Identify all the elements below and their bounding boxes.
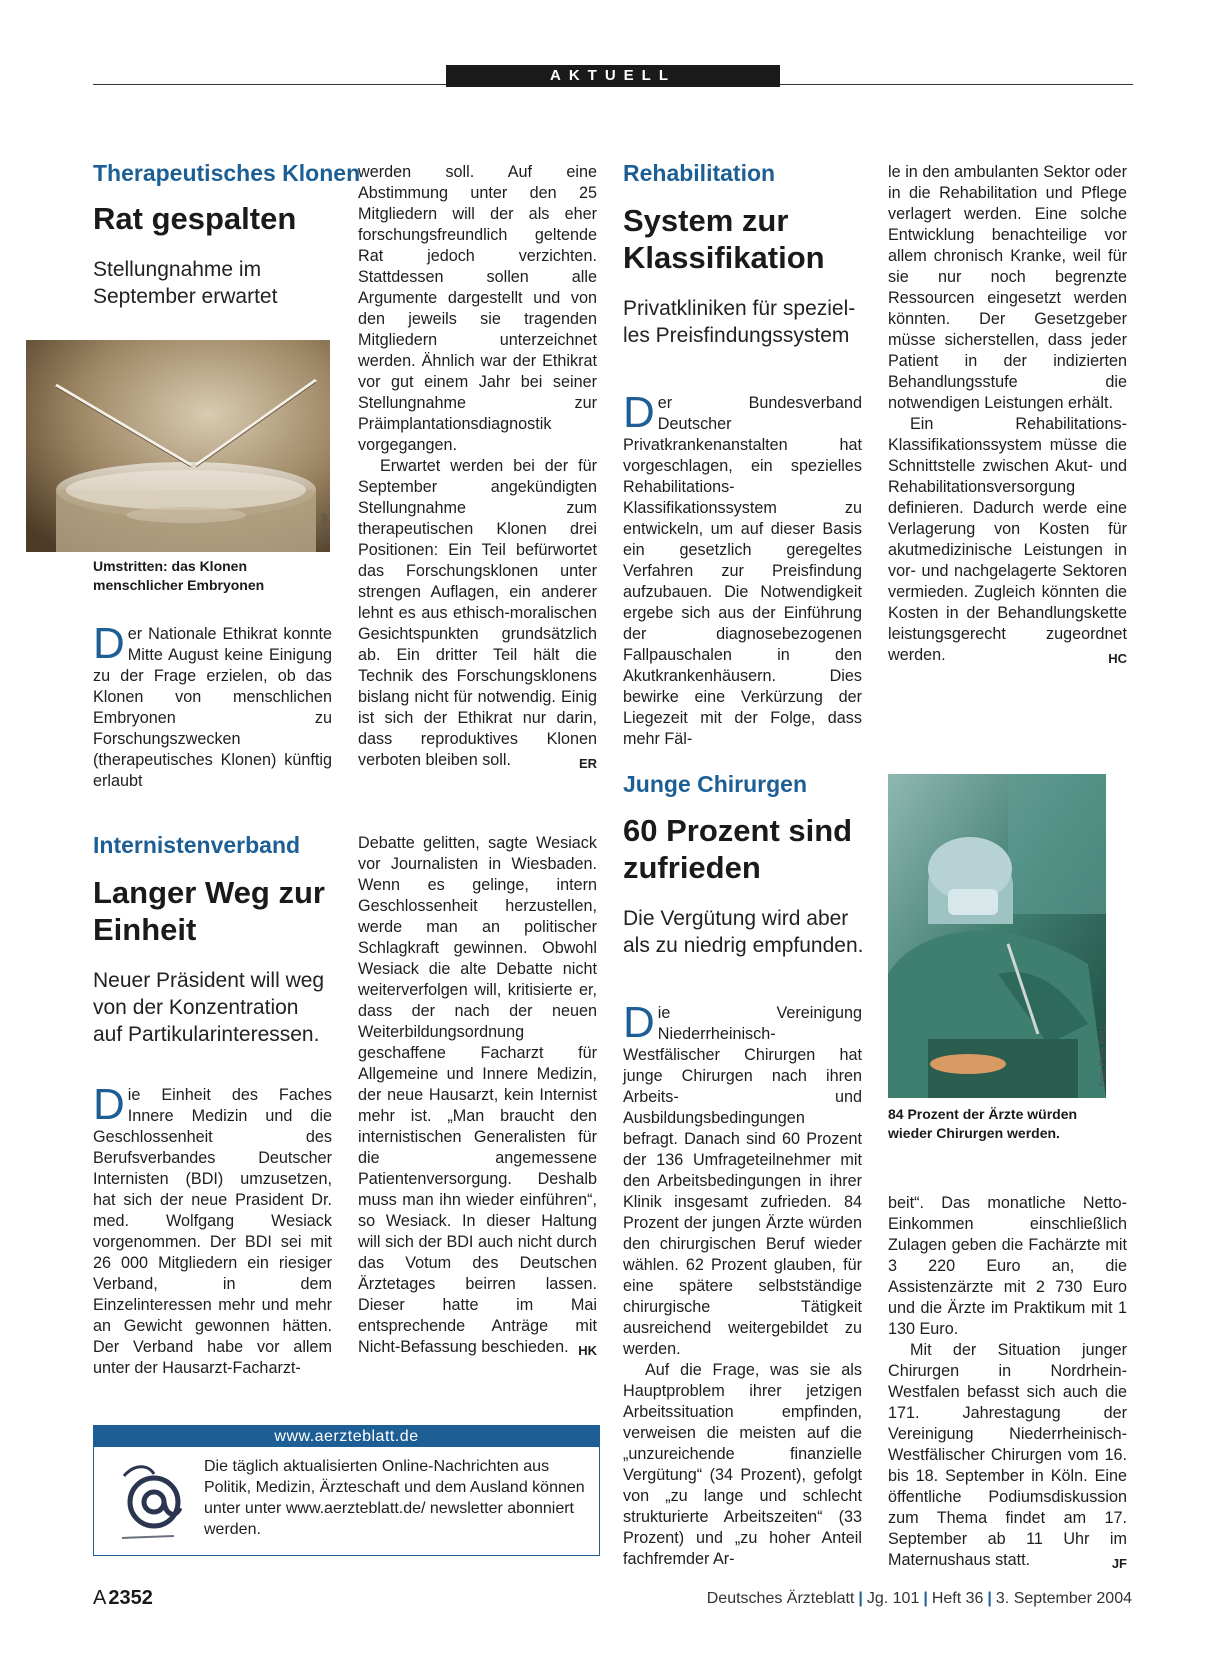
cloning-photo	[26, 340, 330, 552]
article2-dropcap: D	[93, 1080, 125, 1129]
article3-signature: HC	[1108, 651, 1127, 666]
article4-signature: JF	[1111, 1556, 1127, 1571]
surgeon-photo	[888, 774, 1106, 1098]
article1-title: Rat gespalten	[93, 201, 297, 236]
aerzteblatt-infobox	[93, 1425, 600, 1556]
section-header: AKTUELL	[446, 65, 780, 87]
article3-body-col1: Der Bundesverband Deutscher Privatkrankenanstalten hat vorgeschlagen, ein spezielles Rehabilitations-Klassifikationssystem zu entwickeln, um auf dieser Basis ein gesetzlich geregeltes Verfahren zur Preisfindung aufzubauen. Die Notwendigkeit ergebe sich aus der Einführung der diagnosebezogenen Fallpauschalen in den Akutkrankenhäusern. Dies bewirke eine Verkürzung der Liegezeit mit der Folge, dass mehr Fäl-	[623, 388, 862, 748]
article1-body-col1: Der Nationale Ethikrat konnte Mitte August keine Einigung zu der Frage erzielen, ob das Klonen von menschlichen Embryonen zu Forschungszwecken (therapeutisches Klonen) künftig erlaubt	[93, 619, 332, 790]
article3-dropcap: D	[623, 388, 655, 437]
article4-photo-credit: Foto: Peter Wirtz	[1098, 1025, 1107, 1086]
at-sign-logo	[114, 1456, 194, 1544]
article4-dropcap: D	[623, 998, 655, 1047]
article4-title: 60 Prozent sind zufrieden	[623, 813, 853, 885]
article3-kicker: Rehabilitation	[623, 160, 776, 186]
article1-caption: Umstritten: das Klonen menschlicher Embryonen	[93, 558, 265, 593]
article4-kicker: Junge Chirurgen	[623, 771, 808, 797]
article4-body-col1: Die Vereinigung Niederrheinisch-Westfälischer Chirurgen hat junge Chirurgen nach ihren Arbeits- und Ausbildungsbedingungen befragt. Danach sind 60 Prozent der 136 Umfrageteilnehmer mit den Arbeitsbedingungen in ihrer Klinik insgesamt zufrieden. 84 Prozent der jungen Ärzte würden den chirurgischen Beruf wieder wählen. 62 Prozent glauben, für eine spätere selbstständige chirurgische Tätigkeit ausreichend weitergebildet zu werden. Auf die Frage, was sie als Hauptproblem ihrer jetzigen Arbeitssituation empfinden, verweisen die meisten auf die „unzureichende finanzielle Vergütung“ (34 Prozent), gefolgt von „zu lange und schlecht strukturierte Arbeitszeiten“ (33 Prozent) und „zu hoher Anteil fachfremder Ar-	[623, 998, 862, 1568]
article2-body-col1: Die Einheit des Faches Innere Medizin und die Geschlossenheit des Berufsverbandes Deutscher Internisten (BDI) umzusetzen, hat sich der neue Prasident Dr. med. Wolfgang Wesiack vorgenommen. Der BDI sei mit 26 000 Mitgliedern ein riesiger Verband, in dem Einzelinteressen mehr und mehr an Gewicht gewonnen hätten. Der Verband habe vor allem unter der Hausarzt-Facharzt-	[93, 1080, 332, 1377]
article1-subtitle: Stellungnahme im September erwartet	[93, 258, 278, 308]
article3-body-col2: le in den ambulanten Sektor oder in die Rehabilitation und Pflege verlagert werden. Eine solche Entwicklung benachteilige vor allem chronisch Kranke, weil für sie nur noch begrenzte Ressourcen eingesetzt werden könnten. Der Gesetzgeber müsse sicherstellen, dass jeder Patient in der indizierten Behandlungsstufe die notwendigen Leistungen erhält. Ein Rehabilitations-Klassifikationssystem müsse die Schnittstelle zwischen Akut- und Rehabilitationsversorgung definieren. Dadurch werde eine Verlagerung von Kosten für akutmedizinische Leistungen in vor- und nachgelagerte Sektoren vermieden. Zugleich könnten die Kosten in der Behandlungskette leistungsgerecht zugeordnet werden. HC	[888, 162, 1127, 669]
article1-dropcap: D	[93, 619, 125, 668]
infobox-link[interactable]: www.aerzteblatt.de	[94, 1426, 599, 1447]
article2-subtitle: Neuer Präsident will weg von der Konzentration auf Partikularinteressen.	[93, 969, 325, 1046]
page-number: A 2352	[93, 1587, 153, 1609]
article1-photo-credit: Foto: laif	[320, 513, 329, 544]
article1-body-col2: werden soll. Auf eine Abstimmung unter den 25 Mitgliedern will der als eher forschungsfreundlich geltende Rat jedoch verzichten. Stattdessen sollen alle Argumente dargestellt und von den jeweils sie tragenden Mitgliedern unterzeichnet werden. Ähnlich war der Ethikrat vor gut einem Jahr bei seiner Stellungnahme zur Präimplantationsdiagnostik vorgegangen. Erwartet werden bei der für September angekündigten Stellungnahme zum therapeutischen Klonen drei Positionen: Ein Teil befürwortet das Forschungsklonen unter strengen Auflagen, ein anderer lehnt es aus ethisch-moralischen Gesichtspunkten grundsätzlich ab. Ein dritter Teil hält die Technik des Forschungsklonens bislang nicht für notwendig. Einig ist sich der Ethikrat nur darin, dass reproduktives Klonen verboten bleiben soll. ER	[358, 162, 597, 774]
article1-kicker: Therapeutisches Klonen	[93, 160, 361, 186]
article4-caption: 84 Prozent der Ärzte würden wieder Chirurgen werden.	[888, 1106, 1078, 1141]
article3-title: System zur Klassifikation	[623, 203, 825, 275]
article2-signature: HK	[578, 1343, 597, 1358]
article2-body-col2: Debatte gelitten, sagte Wesiack vor Journalisten in Wiesbaden. Wenn es gelinge, intern Geschlossenheit herzustellen, werde man an politischer Schlagkraft gewinnen. Obwohl Wesiack die alte Debatte nicht weiterverfolgen will, kritisierte er, dass der nach der neuen Weiterbildungsordnung geschaffene Facharzt für Allgemeine und Innere Medizin, der neue Hausarzt, kein Internist mehr ist. „Man braucht den internistischen Generalisten für die angemessene Patientenversorgung. Deshalb muss man ihn wieder einführen“, so Wesiack. In dieser Haltung will sich der BDI auch nicht durch das Votum des Deutschen Ärztetages beirren lassen. Dieser hatte im Mai entsprechende Anträge mit Nicht-Befassung beschieden. HK	[358, 833, 597, 1361]
article2-title: Langer Weg zur Einheit	[93, 875, 325, 947]
article2-kicker: Internistenverband	[93, 832, 301, 858]
journal-footer: Deutsches Ärzteblatt | Jg. 101 | Heft 36 | 3. September 2004	[706, 1590, 1132, 1607]
infobox-text: Die täglich aktualisierten Online-Nachrichten aus Politik, Medizin, Ärzteschaft und dem Ausland können unter unter www.aerzteblatt.de/ newsletter abonniert werden.	[204, 1458, 585, 1538]
article3-subtitle: Privatkliniken für speziel- les Preisfindungssystem	[623, 297, 856, 347]
article1-signature: ER	[578, 756, 597, 771]
article4-subtitle: Die Vergütung wird aber als zu niedrig empfunden.	[623, 907, 864, 957]
article4-body-col2: beit“. Das monatliche Netto-Einkommen einschließlich Zulagen geben die Fachärzte mit 3 220 Euro an, die Assistenzärzte mit 2 730 Euro und die Ärzte im Praktikum mit 1 130 Euro. Mit der Situation junger Chirurgen in Nordrhein-Westfalen befasst sich auch die 171. Jahrestagung der Vereinigung Niederrheinisch-Westfälischer Chirurgen vom 16. bis 18. September in Köln. Eine öffentliche Podiumsdiskussion zum Thema findet am 17. September ab 11 Uhr im Maternushaus statt. JF	[888, 1193, 1127, 1574]
